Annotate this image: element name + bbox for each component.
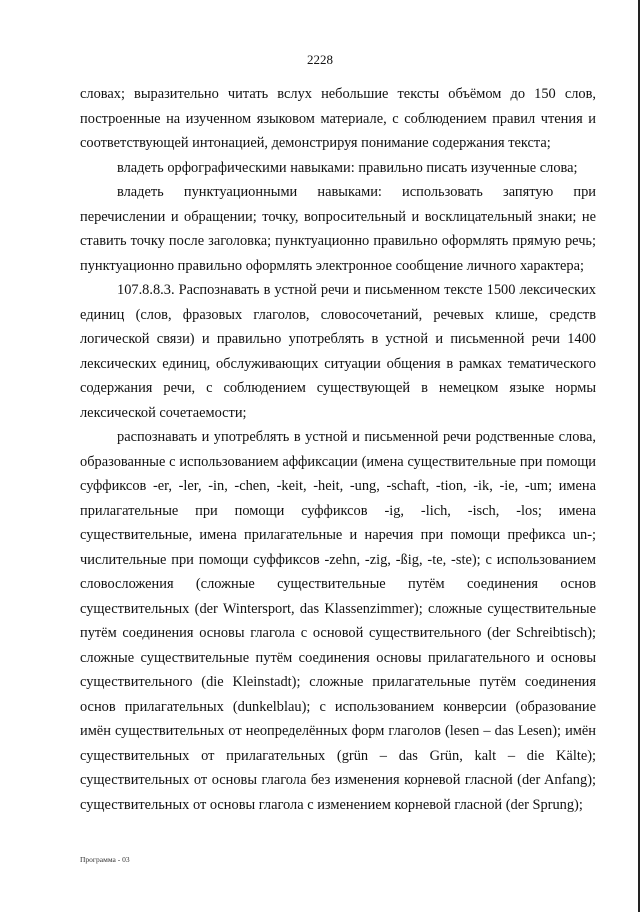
paragraph-lexical-units: 107.8.8.3. Распознавать в устной речи и письменном тексте 1500 лексических единиц (слов, фразовых глаголов, словосочетаний, речевых клише, средств логической связи) и правильно употреблять в устной и письменной речи 1400 лексических единиц, обслуживающих ситуации общения в рамках тематического содержания речи, с соблюдением существующей в немецком языке нормы лексической сочетаемости;	[80, 282, 596, 421]
footer-program-note: Программа - 03	[80, 855, 130, 864]
paragraph-punctuation: владеть пунктуационными навыками: использовать запятую при перечислении и обращении; точку, вопросительный и восклицательный знаки; не ставить точку после заголовка; пунктуационно правильно оформлять прямую речь; пунктуационно правильно оформлять электронное сообщение личного характера;	[80, 184, 596, 274]
page-number: 2228	[307, 52, 333, 67]
body-text	[80, 82, 596, 817]
paragraph-reading: словах; выразительно читать вслух небольшие тексты объёмом до 150 слов, построенные на изученном языковом материале, с соблюдением правил чтения и соответствующей интонацией, демонстрируя понимание содержания текста;	[80, 86, 596, 151]
paragraph-orthography: владеть орфографическими навыками: правильно писать изученные слова;	[117, 159, 578, 176]
paragraph-word-formation: распознавать и употреблять в устной и письменной речи родственные слова, образованные с использованием аффиксации (имена существительные при помощи суффиксов -er, -ler, -in, -chen, -keit, -heit, -ung, -schaft, -tion, -ik, -ie, -um; имена прилагательные при помощи суффиксов -ig, -lich, -isch, -los; имена существительные, имена прилагательные и наречия при помощи префикса un-; числительные при помощи суффиксов -zehn, -zig, -ßig, -te, -ste); с использованием словосложения (сложные существительные путём соединения основ существительных (der Wintersport, das Klassenzimmer); сложные существительные путём соединения основы глагола с основой существительного (der Schreibtisch); сложные существительные путём соединения основы прилагательного и основы существительного (die Kleinstadt); сложные прилагательные путём соединения основ прилагательных (dunkelblau); с использованием конверсии (образование имён существительных от неопределённых форм глаголов (lesen – das Lesen); имён существительных от прилагательных (grün – das Grün, kalt – die Kälte); существительных от основы глагола без изменения корневой гласной (der Anfang); существительных от основы глагола с изменением корневой гласной (der Sprung);	[80, 429, 596, 813]
